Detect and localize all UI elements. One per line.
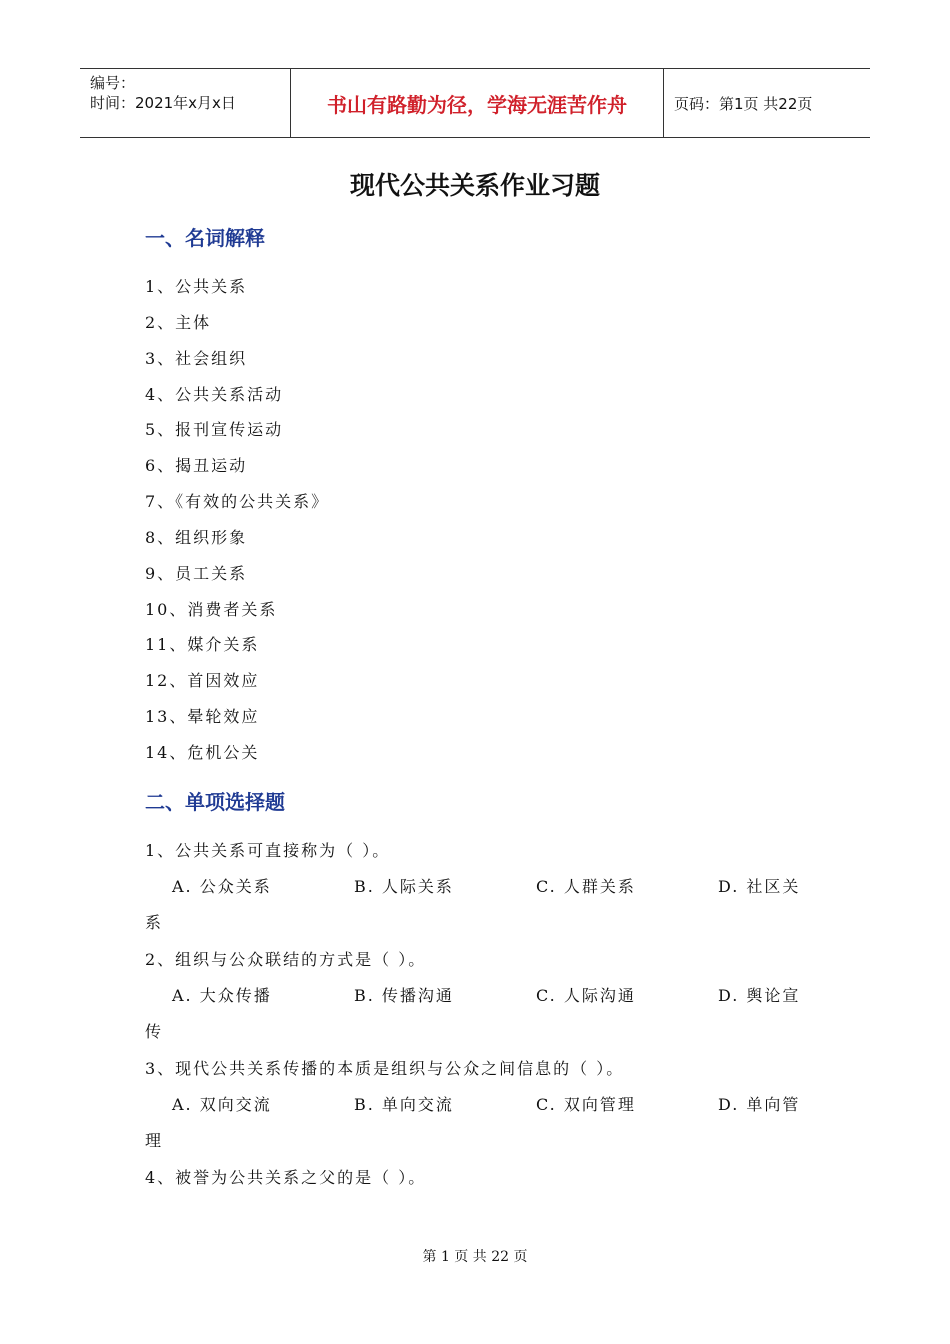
option-d: D. 舆论宣 <box>718 986 801 1005</box>
option-b: B. 单向交流 <box>354 1095 454 1114</box>
option-d: D. 社区关 <box>718 877 801 896</box>
question-stem: 1、公共关系可直接称为（ ）。 <box>145 841 391 860</box>
term-item: 14、危机公关 <box>145 743 260 762</box>
option-wrap: 系 <box>145 913 162 932</box>
option-b: B. 人际关系 <box>354 877 454 896</box>
term-item: 1、公共关系 <box>145 277 248 296</box>
option-b: B. 传播沟通 <box>354 986 454 1005</box>
term-item: 13、晕轮效应 <box>145 707 260 726</box>
option-c: C. 人群关系 <box>536 877 636 896</box>
term-item: 4、公共关系活动 <box>145 385 284 404</box>
term-item: 10、消费者关系 <box>145 600 278 619</box>
section-heading-definitions: 一、名词解释 <box>145 226 265 250</box>
option-a: A. 双向交流 <box>172 1095 272 1114</box>
header-meta <box>80 69 290 137</box>
header-page-cell <box>664 69 870 137</box>
term-item: 3、社会组织 <box>145 349 248 368</box>
question-stem: 2、组织与公众联结的方式是（ ）。 <box>145 950 427 969</box>
option-c: C. 人际沟通 <box>536 986 636 1005</box>
question-stem: 3、现代公共关系传播的本质是组织与公众之间信息的（ ）。 <box>145 1059 625 1078</box>
option-c: C. 双向管理 <box>536 1095 636 1114</box>
option-wrap: 传 <box>145 1022 162 1041</box>
term-item: 6、揭丑运动 <box>145 456 248 475</box>
motto: 书山有路勤为径，学海无涯苦作舟 <box>327 92 627 117</box>
term-item: 12、首因效应 <box>145 671 260 690</box>
option-wrap: 理 <box>145 1131 162 1150</box>
header-motto-cell <box>290 69 664 137</box>
option-a: A. 大众传播 <box>172 986 272 1005</box>
page-footer: 第 1 页 共 22 页 <box>422 1249 528 1265</box>
header-table <box>80 68 870 138</box>
term-item: 8、组织形象 <box>145 528 248 547</box>
term-item: 5、报刊宣传运动 <box>145 420 284 439</box>
option-a: A. 公众关系 <box>172 877 272 896</box>
term-item: 2、主体 <box>145 313 212 332</box>
question-stem: 4、被誉为公共关系之父的是（ ）。 <box>145 1168 427 1187</box>
term-item: 7、《有效的公共关系》 <box>145 492 330 511</box>
option-d: D. 单向管 <box>718 1095 801 1114</box>
number-label: 编号： <box>90 74 136 92</box>
page-code: 页码：第1页 共22页 <box>674 94 813 113</box>
section-heading-single-choice: 二、单项选择题 <box>145 790 285 814</box>
document-title: 现代公共关系作业习题 <box>349 171 600 200</box>
term-item: 9、员工关系 <box>145 564 248 583</box>
time-label: 时间：2021年x月x日 <box>90 94 236 112</box>
term-item: 11、媒介关系 <box>145 635 260 654</box>
